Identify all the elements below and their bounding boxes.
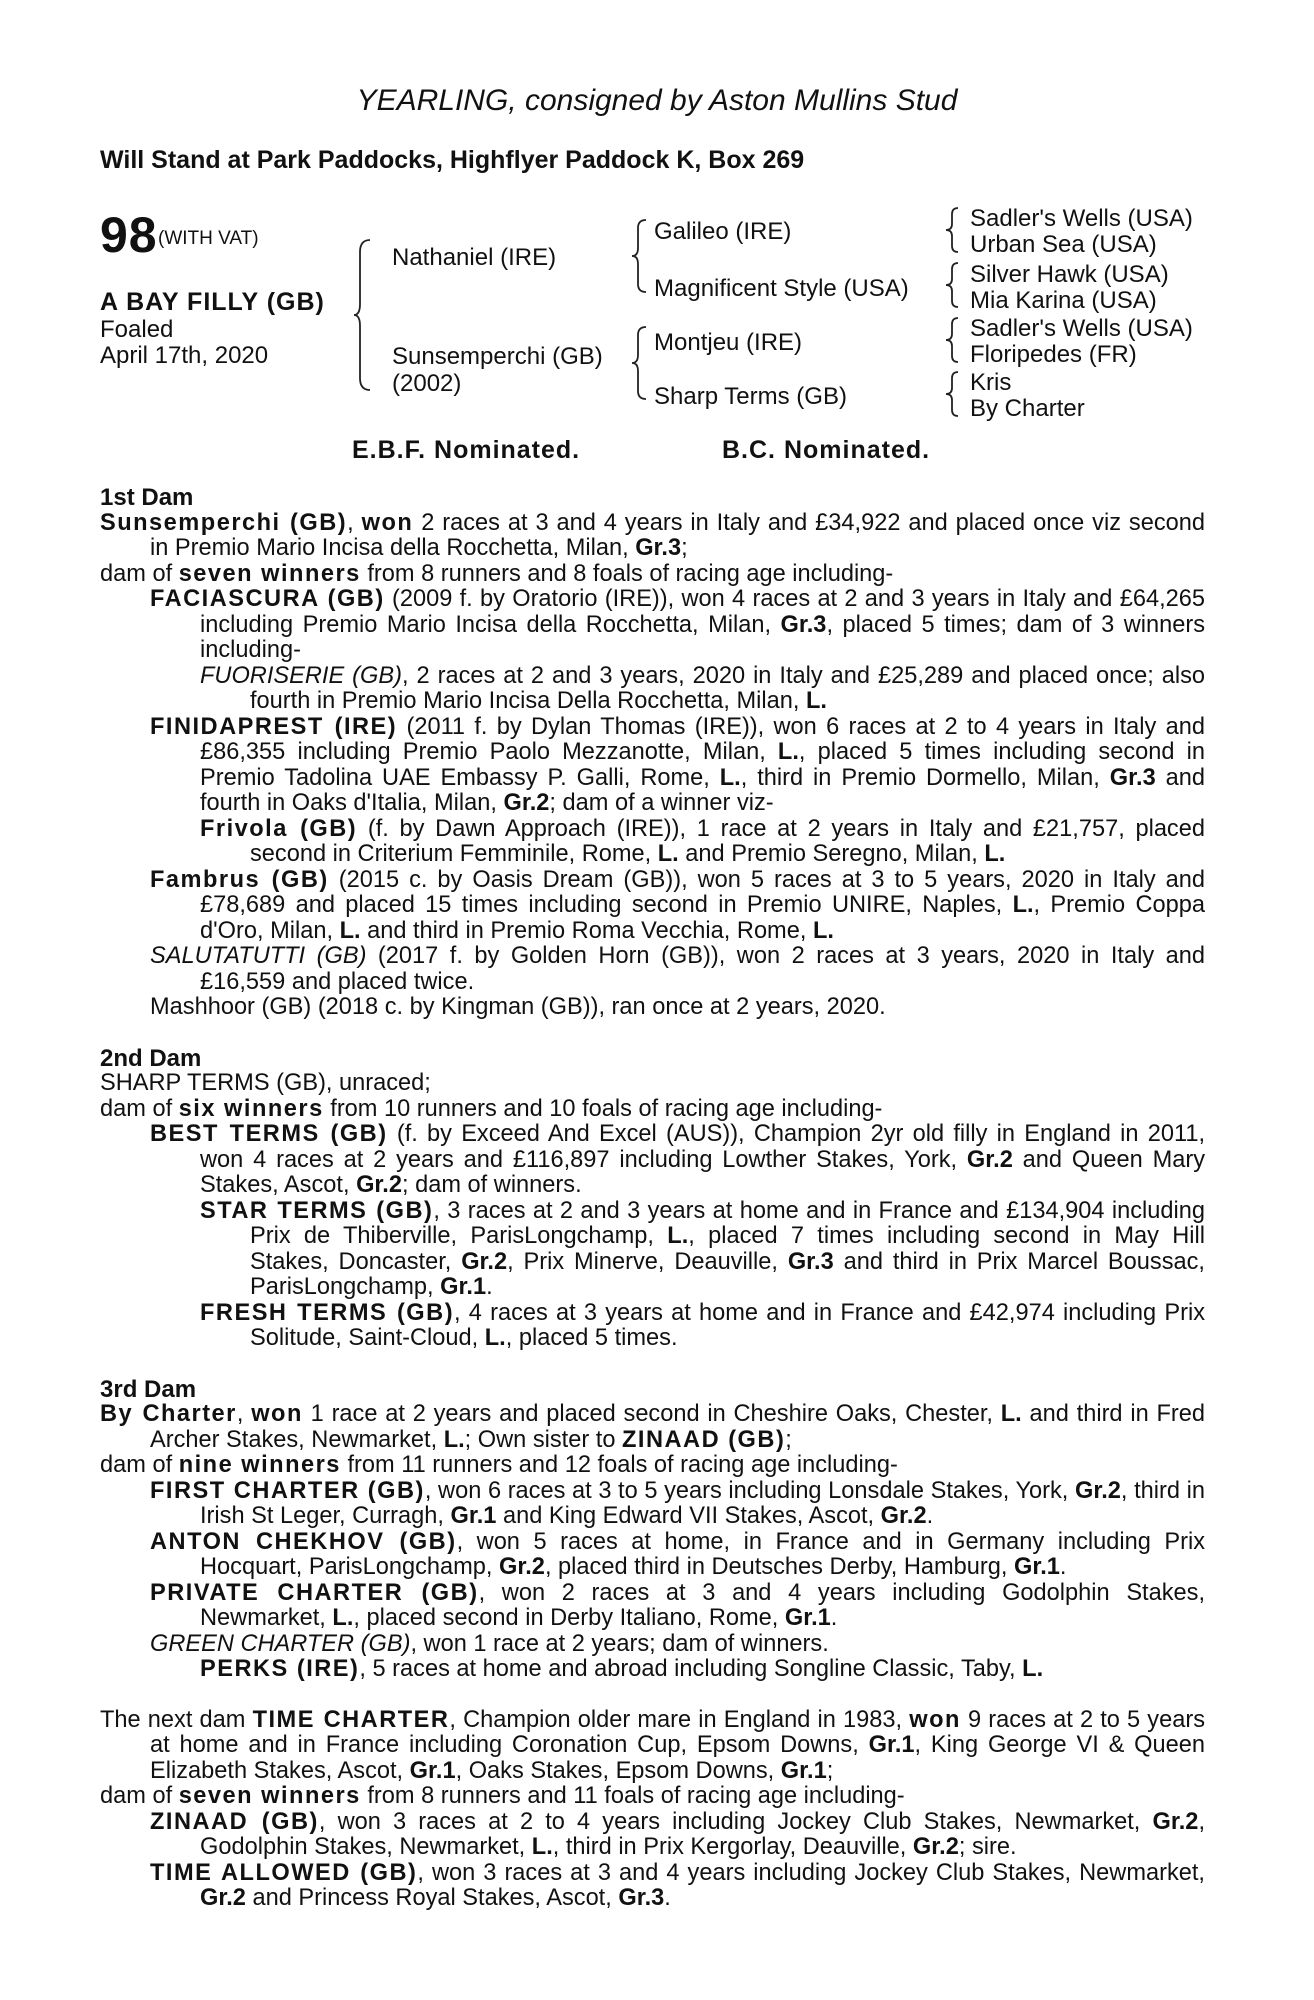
produce-frivola: Frivola (GB) (f. by Dawn Approach (IRE)), 1 race at 2 years in Italy and £21,757, placed second in Criterium Femminile, Rome, L. and Premio Seregno, Milan, L. (200, 815, 1205, 867)
produce-best-terms: BEST TERMS (GB) (f. by Exceed And Excel (AUS)), Champion 2yr old filly in England in 2011, won 4 races at 2 years and £116,897 including Lowther Stakes, York, Gr.2 and Queen Mary Stakes, Ascot, Gr.2; dam of winners. (150, 1121, 1205, 1198)
pedigree-dam-dam: Sharp Terms (GB) (654, 383, 847, 410)
pedigree-dam-sire: Montjeu (IRE) (654, 329, 803, 356)
pedigree-g2: Urban Sea (USA) (970, 231, 1157, 258)
pedigree-sire: Nathaniel (IRE) (392, 244, 557, 271)
horse-description: A BAY FILLY (GB) (100, 288, 325, 316)
produce-star-terms: STAR TERMS (GB), 3 races at 2 and 3 years at home and in France and £134,904 including Prix de Thiberville, ParisLongchamp, L., placed 7 times including second in May Hill Stakes, Doncaster, Gr.2, Prix Minerve, Deauville, Gr.3 and third in Prix Marcel Boussac, ParisLongchamp, Gr.1. (200, 1197, 1205, 1300)
pedigree-g3: Silver Hawk (USA) (970, 261, 1169, 288)
first-dam-paragraph: Sunsemperchi (GB), won 2 races at 3 and 4 years in Italy and £34,922 and placed once viz second in Premio Mario Incisa della Rocchetta, Milan, Gr.3; (100, 509, 1205, 561)
second-dam-paragraph: SHARP TERMS (GB), unraced; (100, 1070, 431, 1096)
produce-perks: PERKS (IRE), 5 races at home and abroad including Songline Classic, Taby, L. (200, 1656, 1044, 1682)
third-dam-heading: 3rd Dam (100, 1375, 197, 1403)
produce-zinaad: ZINAAD (GB), won 3 races at 2 to 4 years including Jockey Club Stakes, Newmarket, Gr.2, Godolphin Stakes, Newmarket, L., third in Prix Kergorlay, Deauville, Gr.2; sire. (150, 1808, 1205, 1860)
produce-private-charter: PRIVATE CHARTER (GB), won 2 races at 3 and 4 years including Godolphin Stakes, Newmarket, L., placed second in Derby Italiano, Rome, Gr.1. (150, 1579, 1206, 1631)
ebf-nomination: E.B.F. Nominated. (352, 436, 581, 464)
second-dam-heading: 2nd Dam (100, 1044, 202, 1072)
pedigree-g7: Kris (970, 369, 1012, 396)
lot-number: 98 (100, 207, 158, 263)
pedigree-sire-sire: Galileo (IRE) (654, 218, 792, 245)
produce-fuoriserie: FUORISERIE (GB), 2 races at 2 and 3 years, 2020 in Italy and £25,289 and placed once; also fourth in Premio Mario Incisa Della Rocchetta, Milan, L. (200, 662, 1206, 714)
bc-nomination: B.C. Nominated. (722, 436, 931, 464)
produce-mashhoor: Mashhoor (GB) (2018 c. by Kingman (GB)), ran once at 2 years, 2020. (150, 994, 886, 1020)
third-dam-produce-intro: dam of nine winners from 11 runners and 12 foals of racing age including- (100, 1452, 898, 1478)
produce-fresh-terms: FRESH TERMS (GB), 4 races at 3 years at home and in France and £42,974 including Prix Solitude, Saint-Cloud, L., placed 5 times. (200, 1299, 1205, 1351)
produce-first-charter: FIRST CHARTER (GB), won 6 races at 3 to 5 years including Lonsdale Stakes, York, Gr.2, third in Irish St Leger, Curragh, Gr.1 and King Edward VII Stakes, Ascot, Gr.2. (150, 1477, 1205, 1529)
produce-time-allowed: TIME ALLOWED (GB), won 3 races at 3 and 4 years including Jockey Club Stakes, Newmarket, Gr.2 and Princess Royal Stakes, Ascot, Gr.3. (150, 1859, 1205, 1911)
second-dam-produce-intro: dam of six winners from 10 runners and 10 foals of racing age including- (100, 1095, 883, 1122)
pedigree-dam: Sunsemperchi (GB) (392, 343, 603, 370)
pedigree-g1: Sadler's Wells (USA) (970, 205, 1193, 232)
produce-faciascura: FACIASCURA (GB) (2009 f. by Oratorio (IRE)), won 4 races at 2 and 3 years in Italy and £64,265 including Premio Mario Incisa della Rocchetta, Milan, Gr.3, placed 5 times; dam of 3 winners including- (150, 586, 1205, 663)
pedigree-brace-2b (630, 325, 650, 401)
produce-finidaprest: FINIDAPREST (IRE) (2011 f. by Dylan Thomas (IRE)), won 6 races at 2 to 4 years in Italy and £86,355 including Premio Paolo Mezzanotte, Milan, L., placed 5 times including second in Premio Tadolina UAE Embassy P. Galli, Rome, L., third in Premio Dormello, Milan, Gr.3 and fourth in Oaks d'Italia, Milan, Gr.2; dam of a winner viz- (150, 713, 1206, 816)
pedigree-notes (100, 485, 1205, 1912)
pedigree-brace-3c (944, 316, 962, 364)
produce-green-charter: GREEN CHARTER (GB), won 1 race at 2 years; dam of winners. (150, 1630, 829, 1657)
first-dam-heading: 1st Dam (100, 484, 194, 511)
third-dam-paragraph: By Charter, won 1 race at 2 years and placed second in Cheshire Oaks, Chester, L. and third in Fred Archer Stakes, Newmarket, L.; Own sister to ZINAAD (GB); (100, 1401, 1205, 1453)
consignor-line: YEARLING, consigned by Aston Mullins Stud (356, 84, 958, 117)
pedigree-sire-dam: Magnificent Style (USA) (654, 275, 909, 302)
pedigree-g6: Floripedes (FR) (970, 341, 1137, 368)
pedigree-brace-3b (944, 261, 962, 309)
foaled-date: April 17th, 2020 (100, 342, 269, 369)
next-dam-produce-intro: dam of seven winners from 8 runners and 11 foals of racing age including- (100, 1783, 905, 1809)
pedigree-g4: Mia Karina (USA) (970, 287, 1157, 314)
pedigree-g5: Sadler's Wells (USA) (970, 315, 1193, 342)
pedigree-brace-3a (944, 206, 962, 254)
pedigree-g8: By Charter (970, 395, 1085, 422)
produce-fambrus: Fambrus (GB) (2015 c. by Oasis Dream (GB)), won 5 races at 3 to 5 years, 2020 in Italy and £78,689 and placed 15 times including second in Premio UNIRE, Naples, L., Premio Coppa d'Oro, Milan, L. and third in Premio Roma Vecchia, Rome, L. (150, 866, 1205, 944)
next-dam-paragraph: The next dam TIME CHARTER, Champion older mare in England in 1983, won 9 races at 2 to 5 years at home and in France including Coronation Cup, Epsom Downs, Gr.1, King George VI & Queen Elizabeth Stakes, Ascot, Gr.1, Oaks Stakes, Epsom Downs, Gr.1; (100, 1706, 1205, 1784)
produce-anton-chekhov: ANTON CHEKHOV (GB), won 5 races at home, in France and in Germany including Prix Hocquart, ParisLongchamp, Gr.2, placed third in Deutsches Derby, Hamburg, Gr.1. (150, 1528, 1205, 1580)
foaled-label: Foaled (100, 316, 174, 343)
stand-location: Will Stand at Park Paddocks, Highflyer Paddock K, Box 269 (100, 146, 805, 174)
vat-label: (WITH VAT) (158, 228, 259, 249)
pedigree-brace-1 (352, 238, 374, 392)
first-dam-produce-intro: dam of seven winners from 8 runners and 8 foals of racing age including- (100, 560, 894, 587)
pedigree-brace-2a (630, 218, 650, 294)
pedigree-dam-year: (2002) (392, 370, 462, 397)
pedigree-brace-3d (944, 370, 962, 418)
produce-salutatutti: SALUTATUTTI (GB) (2017 f. by Golden Horn (GB)), won 2 races at 3 years, 2020 in Italy and £16,559 and placed twice. (150, 943, 1205, 995)
